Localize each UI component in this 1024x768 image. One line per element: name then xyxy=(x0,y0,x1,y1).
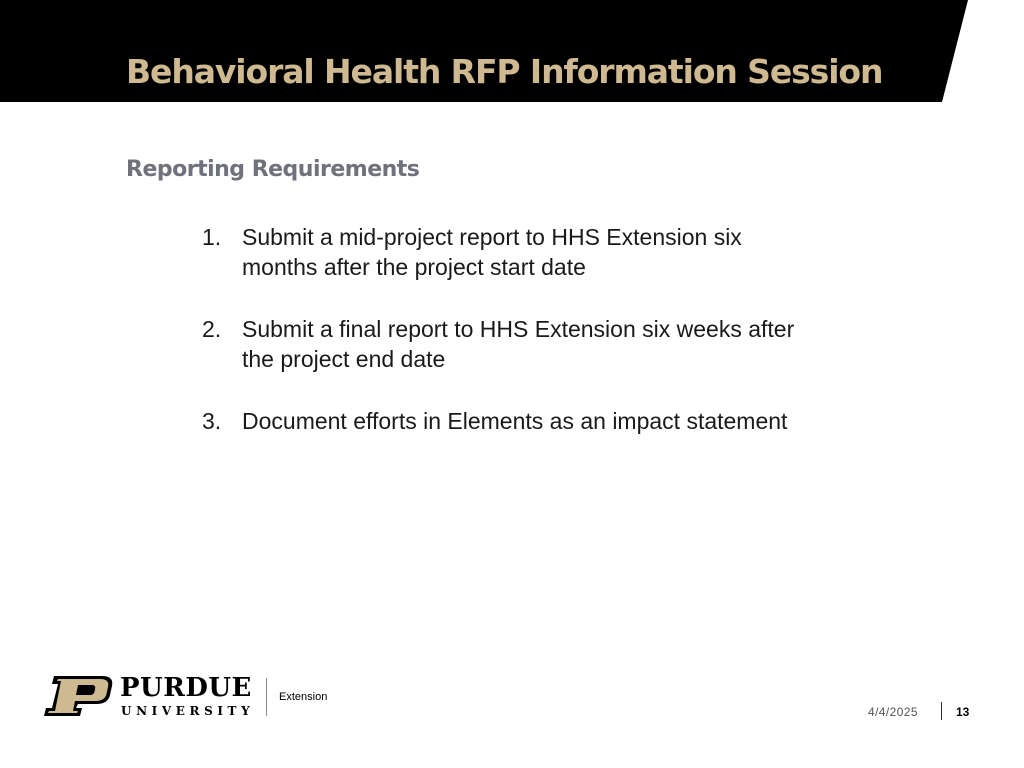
logo-divider xyxy=(266,678,267,716)
purdue-p-logo-icon xyxy=(40,676,114,716)
list-item-number: 1. xyxy=(202,224,222,250)
purdue-extension-logo xyxy=(40,674,340,720)
list-item-text: Submit a final report to HHS Extension six weeks after the project end date xyxy=(242,316,795,372)
section-heading: Reporting Requirements xyxy=(126,157,420,182)
slide-title: Behavioral Health RFP Information Session xyxy=(126,52,883,91)
logo-department: Extension xyxy=(279,691,328,703)
page-number: 13 xyxy=(956,705,970,719)
list-item xyxy=(202,314,822,374)
list-item-text: Document efforts in Elements as an impact statement xyxy=(242,408,788,434)
list-item-number: 3. xyxy=(202,408,222,434)
list-item xyxy=(202,222,822,282)
list-item-number: 2. xyxy=(202,316,222,342)
requirements-list xyxy=(202,222,822,468)
footer-date: 4/4/2025 xyxy=(868,705,918,719)
logo-sub-wordmark: UNIVERSITY xyxy=(121,704,255,718)
list-item xyxy=(202,406,822,436)
logo-wordmark: PURDUE xyxy=(120,673,252,703)
list-item-text: Submit a mid-project report to HHS Extension six months after the project start date xyxy=(242,224,742,280)
footer-divider xyxy=(941,702,942,720)
